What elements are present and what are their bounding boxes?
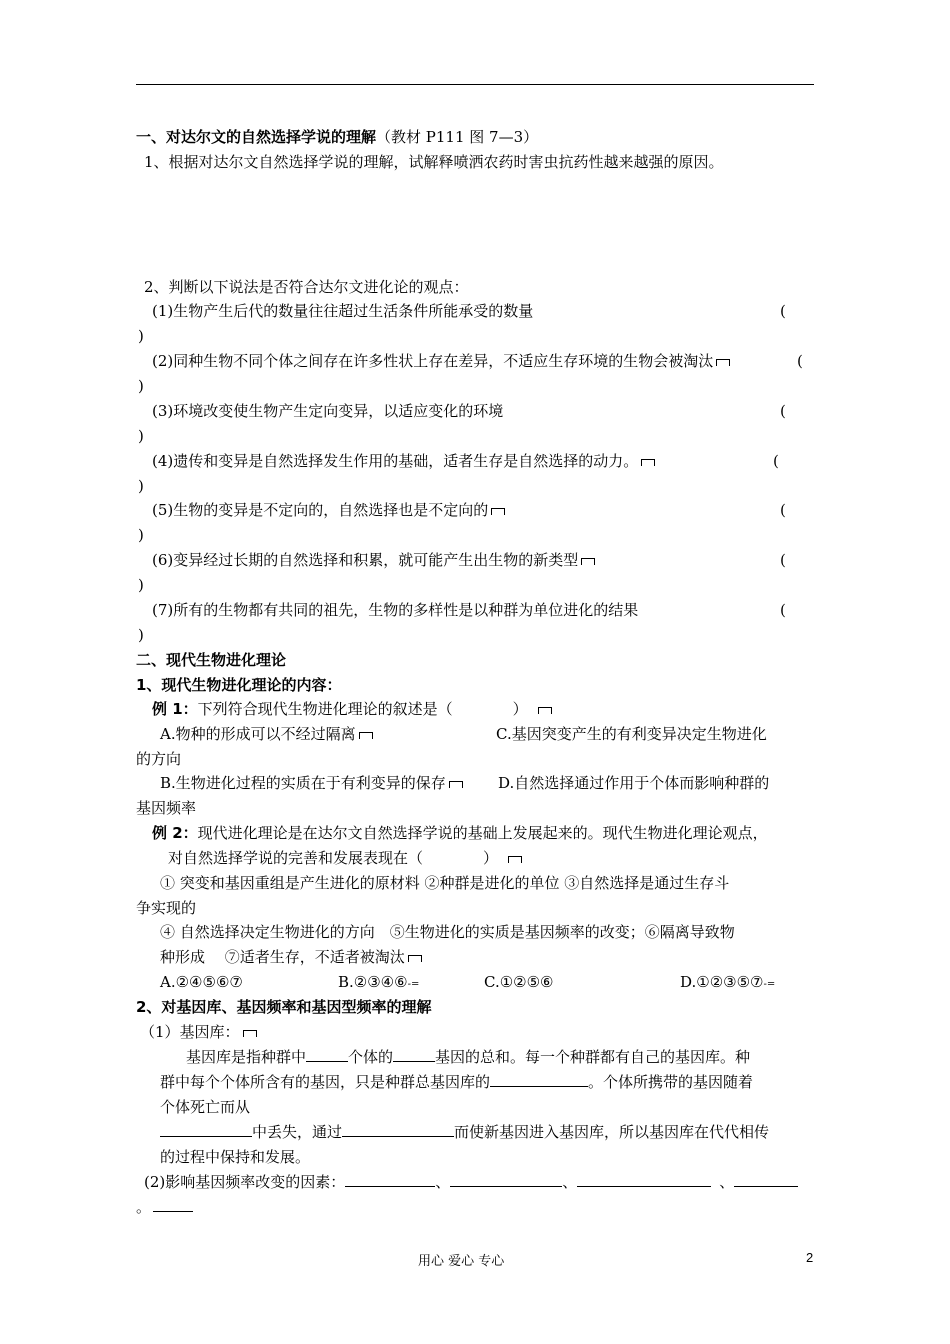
answer-paren-open-7[interactable]: ( <box>780 601 786 619</box>
factors-line: (2)影响基因频率改变的因素： 、 、 、 <box>144 1172 798 1192</box>
fill-blank[interactable] <box>450 1172 562 1187</box>
section1-heading: 一、对达尔文的自然选择学说的理解（教材 P111 图 7—3） <box>136 128 539 146</box>
fill-blank[interactable] <box>306 1047 348 1062</box>
example-1-option-a[interactable]: A.物种的形成可以不经过隔离 <box>160 724 373 744</box>
statement-7: (7)所有的生物都有共同的祖先，生物的多样性是以种群为单位进化的结果 <box>152 601 639 619</box>
edit-mark-icon <box>491 508 505 515</box>
gene-pool-line-3: 个体死亡而从 <box>160 1098 251 1116</box>
answer-paren-open-1[interactable]: ( <box>780 302 786 320</box>
gene-pool-line-2: 群中每个个体所含有的基因，只是种群总基因库的 。个体所携带的基因随着 <box>160 1073 754 1091</box>
statement-4: (4)遗传和变异是自然选择发生作用的基础，适者生存是自然选择的动力。 <box>152 451 655 471</box>
example-2-option-c[interactable]: C.①②⑤⑥ <box>484 973 554 991</box>
example-2-question-cont: 对自然选择学说的完善和发展表现在（ ） <box>168 848 522 868</box>
example-1-option-c-cont: 的方向 <box>136 750 182 768</box>
edit-mark-icon <box>538 707 552 714</box>
edit-mark-icon <box>359 732 373 739</box>
example-1-option-d[interactable]: D.自然选择通过作用于个体而影响种群的 <box>498 774 770 792</box>
fill-blank[interactable] <box>345 1172 435 1187</box>
example-2-statement-line-2: ④ 自然选择决定生物进化的方向 ⑤生物进化的实质是基因频率的改变；⑥隔离导致物 <box>160 923 735 941</box>
gene-pool-line-1: 基因库是指种群中 个体的 基因的总和。每一个种群都有自己的基因库。种 <box>186 1048 751 1066</box>
gene-pool-line-4: 中丢失，通过 而使新基因进入基因库，所以基因库在代代相传 <box>160 1122 769 1142</box>
fill-blank[interactable] <box>153 1197 193 1212</box>
fill-blank[interactable] <box>577 1172 711 1187</box>
fill-blank[interactable] <box>393 1047 435 1062</box>
example-2-option-d[interactable]: D.①②③⑤⑦-= <box>680 973 776 991</box>
example-2-option-b[interactable]: B.②③④⑥-= <box>338 973 420 991</box>
example-1-question: 例 1：下列符合现代生物进化理论的叙述是（ ） <box>152 699 552 719</box>
fill-blank[interactable] <box>490 1072 588 1087</box>
answer-paren-close-1: ) <box>138 327 144 345</box>
gene-pool-line-5: 的过程中保持和发展。 <box>160 1148 311 1166</box>
fill-blank[interactable] <box>342 1122 454 1137</box>
footer-motto: 用心 爱心 专心 <box>418 1254 505 1269</box>
example-1-option-c[interactable]: C.基因突变产生的有利变异决定生物进化 <box>496 725 767 743</box>
statement-2: (2)同种生物不同个体之间存在许多性状上存在差异，不适应生存环境的生物会被淘汰 <box>152 351 730 371</box>
gene-pool-label: （1）基因库： <box>140 1022 257 1042</box>
answer-paren-open-6[interactable]: ( <box>780 551 786 569</box>
section2-heading: 二、现代生物进化理论 <box>136 651 287 669</box>
answer-paren-close-3: ) <box>138 427 144 445</box>
example-1-option-d-cont: 基因频率 <box>136 799 197 817</box>
example-2-statement-line-1: ① 突变和基因重组是产生进化的原材料 ②种群是进化的单位 ③自然选择是通过生存斗 <box>160 874 730 892</box>
statement-3: (3)环境改变使生物产生定向变异，以适应变化的环境 <box>152 402 504 420</box>
page-number: 2 <box>806 1250 814 1265</box>
statement-1: (1)生物产生后代的数量往往超过生活条件所能承受的数量 <box>152 302 534 320</box>
edit-mark-icon <box>243 1030 257 1037</box>
fill-blank[interactable] <box>160 1122 252 1137</box>
example-2-option-a[interactable]: A.②④⑤⑥⑦ <box>160 973 243 991</box>
answer-paren-open-5[interactable]: ( <box>780 501 786 519</box>
header-rule <box>136 84 814 85</box>
edit-mark-icon <box>641 459 655 466</box>
answer-paren-close-5: ) <box>138 526 144 544</box>
answer-paren-close-7: ) <box>138 626 144 644</box>
factors-line-end: 。 <box>136 1197 193 1217</box>
answer-paren-open-3[interactable]: ( <box>780 402 786 420</box>
edit-mark-icon <box>508 856 522 863</box>
edit-mark-icon <box>408 955 422 962</box>
example-2-question: 例 2：现代进化理论是在达尔文自然选择学说的基础上发展起来的。现代生物进化理论观点， <box>152 824 768 842</box>
edit-mark-icon <box>581 558 595 565</box>
subsection-1-heading: 1、现代生物进化理论的内容： <box>136 676 342 694</box>
example-1-option-b[interactable]: B.生物进化过程的实质在于有利变异的保存 <box>160 773 463 793</box>
statement-6: (6)变异经过长期的自然选择和积累，就可能产生出生物的新类型 <box>152 550 595 570</box>
question-2: 2、判断以下说法是否符合达尔文进化论的观点： <box>144 278 469 296</box>
answer-paren-open-4[interactable]: ( <box>773 452 779 470</box>
answer-paren-close-4: ) <box>138 477 144 495</box>
statement-5: (5)生物的变异是不定向的，自然选择也是不定向的 <box>152 500 505 520</box>
example-2-statement-line-3: 种形成 ⑦适者生存，不适者被淘汰 <box>160 947 422 967</box>
question-1: 1、根据对达尔文自然选择学说的理解，试解释喷洒农药时害虫抗药性越来越强的原因。 <box>144 153 724 171</box>
subsection-2-heading: 2、对基因库、基因频率和基因型频率的理解 <box>136 998 432 1016</box>
edit-mark-icon <box>716 359 730 366</box>
fill-blank[interactable] <box>734 1172 798 1187</box>
example-2-statement-line-1b: 争实现的 <box>136 899 197 917</box>
edit-mark-icon <box>449 781 463 788</box>
answer-paren-open-2[interactable]: ( <box>797 352 803 370</box>
answer-paren-close-2: ) <box>138 377 144 395</box>
answer-paren-close-6: ) <box>138 576 144 594</box>
